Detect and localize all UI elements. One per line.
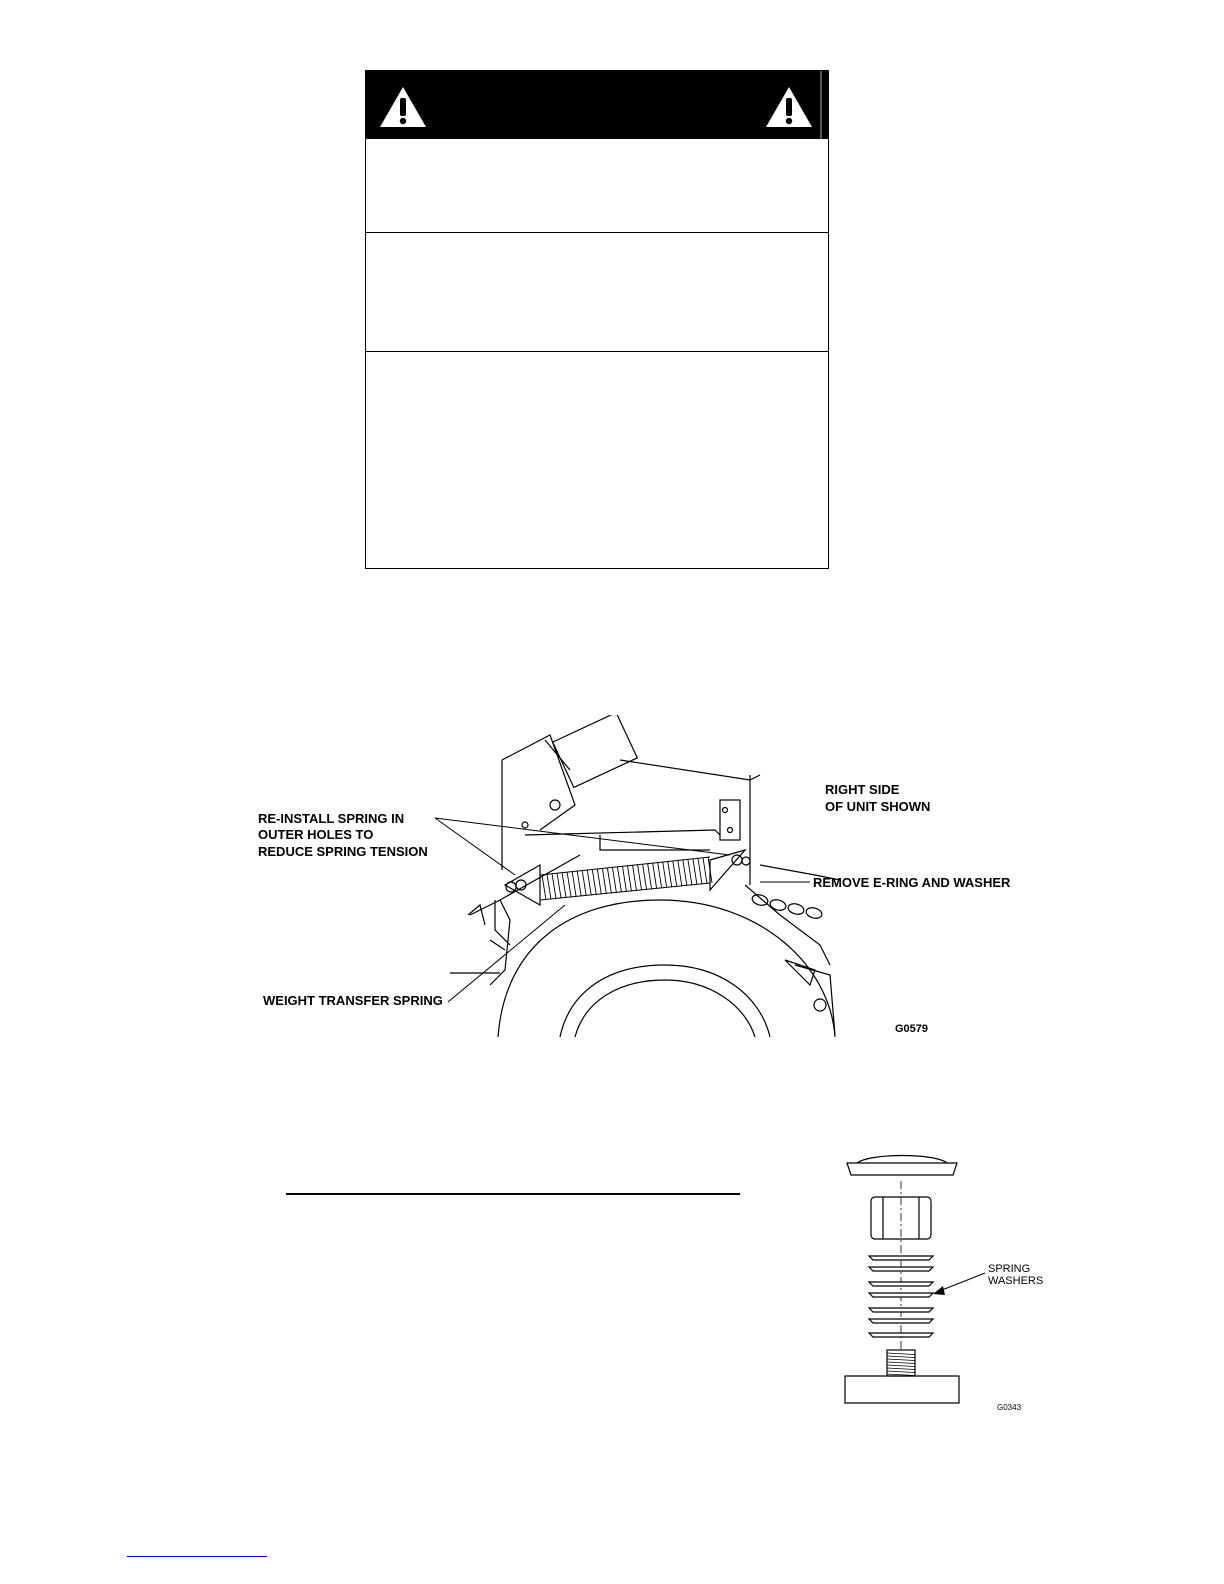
spring-coil-turn bbox=[582, 871, 586, 896]
spring-coil-turn bbox=[547, 874, 551, 899]
leader-arrowhead bbox=[933, 1286, 945, 1295]
warning-header bbox=[366, 71, 828, 139]
spring-coil-turn bbox=[542, 875, 546, 900]
right-side-label-line1: RIGHT SIDE bbox=[825, 782, 900, 797]
spring-washer bbox=[869, 1267, 933, 1271]
header-edge bbox=[820, 71, 822, 139]
reinstall-label-line2: OUTER HOLES TO bbox=[258, 827, 374, 842]
thread-line bbox=[887, 1368, 915, 1370]
thread-line bbox=[887, 1356, 915, 1358]
spring-coil-turn bbox=[658, 862, 662, 888]
warning-section-1 bbox=[366, 139, 828, 232]
spring-coil-turn bbox=[633, 865, 637, 891]
spring-coil-turn bbox=[648, 864, 652, 890]
spring-washer bbox=[869, 1319, 933, 1323]
thread-line bbox=[887, 1365, 915, 1367]
spring-coil-turn bbox=[607, 868, 611, 893]
footer-link[interactable] bbox=[127, 1556, 267, 1557]
spring-washer bbox=[869, 1308, 933, 1312]
thread-line bbox=[887, 1353, 915, 1355]
reinstall-label-line3: REDUCE SPRING TENSION bbox=[258, 844, 428, 859]
spring-coil-turn bbox=[567, 872, 571, 897]
weight-transfer-spring-figure bbox=[240, 715, 1040, 1045]
spring-washer bbox=[869, 1333, 933, 1337]
spring-coil-turn bbox=[557, 873, 561, 898]
spring-washers-leader bbox=[937, 1273, 985, 1292]
figure-code: G0579 bbox=[895, 1023, 929, 1035]
spring-coil-turn bbox=[643, 864, 647, 890]
spring-washers-label-line2: WASHERS bbox=[988, 1275, 1044, 1287]
stud-threads bbox=[887, 1353, 915, 1376]
spring-coil-turn bbox=[628, 866, 632, 892]
figure-code-small: G0343 bbox=[997, 1403, 1022, 1412]
section-rule bbox=[286, 1193, 740, 1195]
spring-coil-turn bbox=[698, 858, 702, 884]
warning-triangle-icon bbox=[764, 85, 814, 129]
warning-section-3 bbox=[366, 351, 828, 568]
spring-coil-turn bbox=[597, 869, 601, 894]
spring-washer-stack bbox=[869, 1256, 933, 1337]
spring-washer bbox=[869, 1256, 933, 1260]
spring-coil-turn bbox=[673, 861, 677, 887]
weight-spring-label: WEIGHT TRANSFER SPRING bbox=[263, 993, 443, 1008]
spring-coil-turn bbox=[668, 861, 672, 887]
spring-coil-turn bbox=[572, 872, 576, 897]
warning-section-2 bbox=[366, 232, 828, 351]
spring-coil-turn bbox=[602, 868, 606, 893]
spring-coil-turn bbox=[688, 859, 692, 885]
spring-coil-turn bbox=[663, 862, 667, 888]
spring-coil-turn bbox=[653, 863, 657, 889]
spring-coil-turn bbox=[693, 859, 697, 885]
spring-coil-turn bbox=[617, 867, 621, 892]
thread-line bbox=[887, 1374, 915, 1376]
spring-coil-turn bbox=[612, 867, 616, 892]
spring-coil-turn bbox=[562, 873, 566, 898]
right-side-label-line2: OF UNIT SHOWN bbox=[825, 799, 931, 814]
thread-line bbox=[887, 1362, 915, 1364]
spring-coil-turn bbox=[703, 858, 707, 884]
leader-lines bbox=[435, 818, 810, 1002]
spring-coil-turn bbox=[683, 860, 687, 886]
spring-coil-turn bbox=[622, 866, 626, 891]
warning-triangle-icon bbox=[378, 85, 428, 129]
spring-coil-turn bbox=[638, 865, 642, 891]
remove-ering-label: REMOVE E-RING AND WASHER bbox=[813, 875, 1011, 890]
machine-drawing bbox=[450, 715, 840, 1037]
thread-line bbox=[887, 1359, 915, 1361]
warning-box bbox=[365, 70, 829, 569]
spring-washer bbox=[869, 1282, 933, 1286]
spring-coil-turn bbox=[678, 860, 682, 886]
reinstall-label-line1: RE-INSTALL SPRING IN bbox=[258, 811, 405, 826]
spring-washers-figure bbox=[825, 1145, 1065, 1415]
spring-coil-turn bbox=[587, 870, 591, 895]
spring-coil-turn bbox=[577, 871, 581, 896]
spring-coil-turn bbox=[592, 870, 596, 895]
spring-washers-label-line1: SPRING bbox=[988, 1263, 1031, 1275]
spring-coil-turn bbox=[552, 874, 556, 899]
thread-line bbox=[887, 1371, 915, 1373]
spring-coils bbox=[542, 857, 712, 900]
spring-washer bbox=[869, 1293, 933, 1297]
